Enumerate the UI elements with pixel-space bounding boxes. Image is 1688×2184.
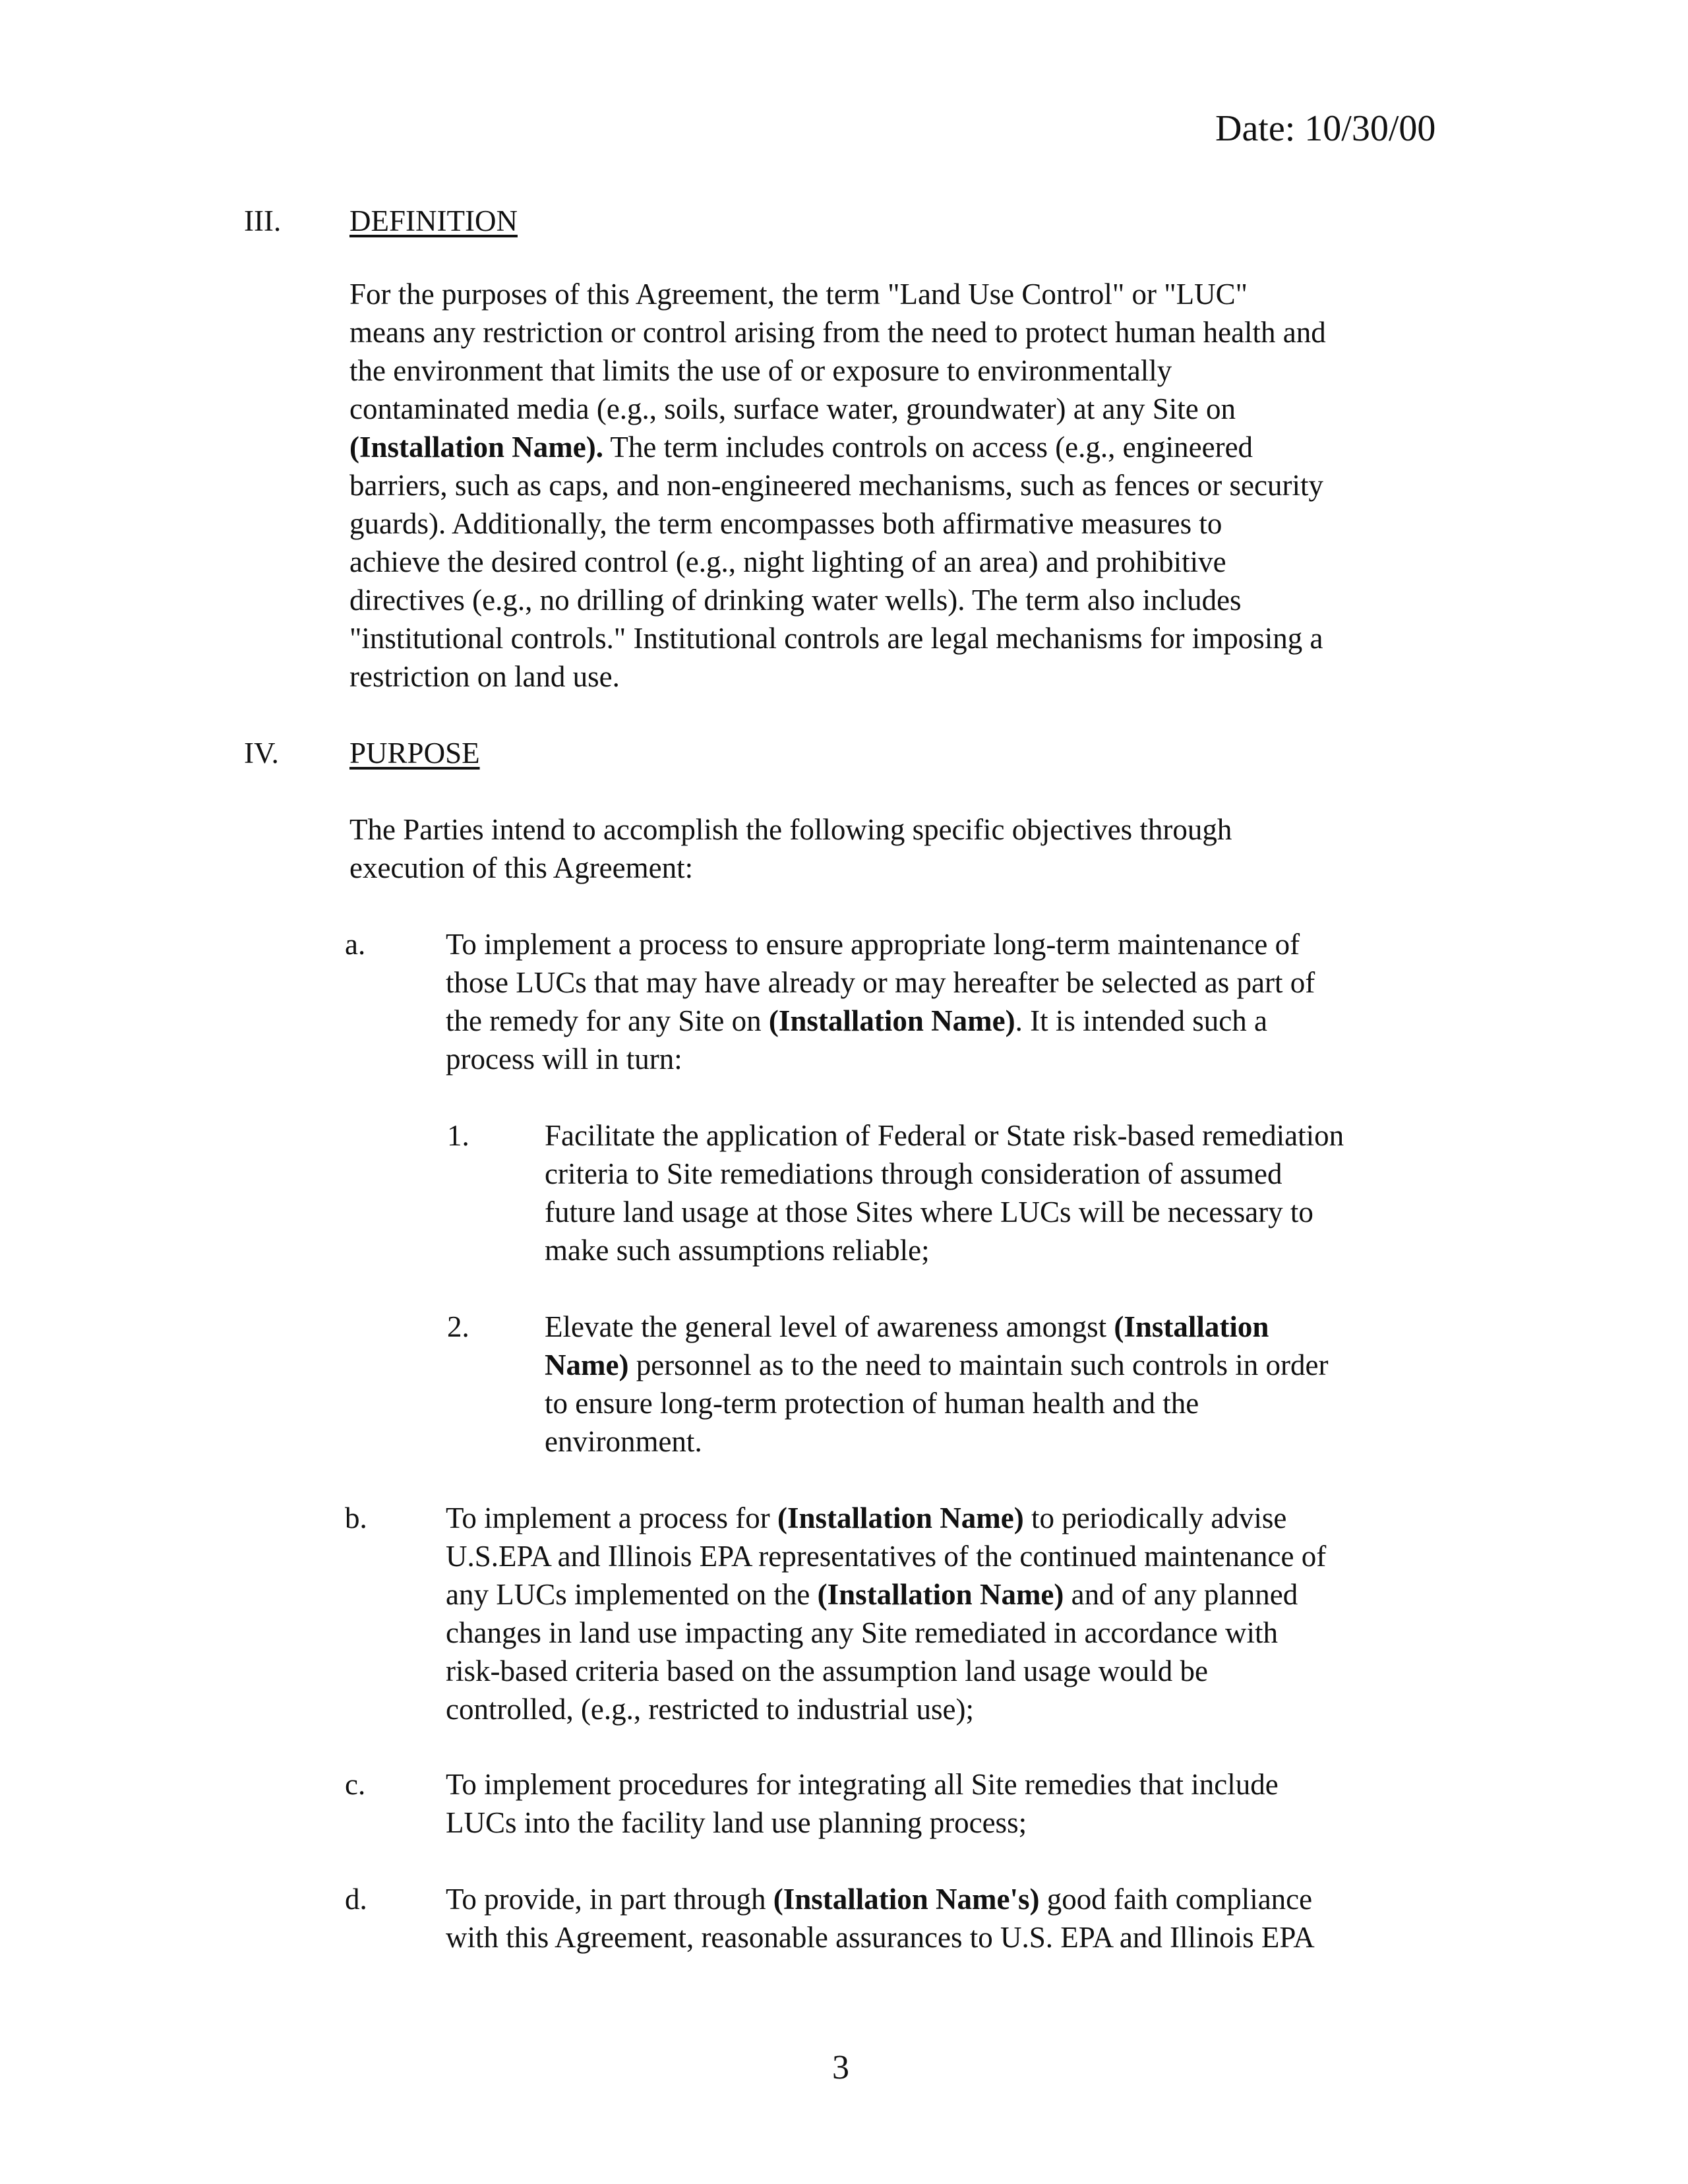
text-line: process will in turn:	[446, 1043, 682, 1076]
text-line: risk-based criteria based on the assumption land usage would be	[446, 1654, 1208, 1687]
text-line: means any restriction or control arising from the need to protect human health and	[349, 316, 1326, 349]
section-number: III.	[244, 204, 282, 237]
item-b-text	[446, 1499, 1448, 1728]
text-span: and of any planned	[1064, 1578, 1298, 1611]
item-letter: b.	[345, 1502, 367, 1534]
subitem-number: 2.	[447, 1310, 469, 1343]
text-line: To implement a process to ensure appropriate long-term maintenance of	[446, 928, 1300, 961]
text-line	[446, 1499, 1448, 1537]
text-line	[446, 1880, 1448, 1918]
text-line: changes in land use impacting any Site remediated in accordance with	[446, 1616, 1279, 1649]
text-span: good faith compliance	[1039, 1883, 1313, 1916]
section-heading: PURPOSE	[349, 737, 480, 770]
text-line: make such assumptions reliable;	[545, 1234, 930, 1267]
text-line: directives (e.g., no drilling of drinking water wells). The term also includes	[349, 584, 1242, 617]
installation-name: (Installation Name)	[768, 1004, 1015, 1037]
subitem-1-text	[545, 1116, 1448, 1269]
text-line: future land usage at those Sites where LUCs will be necessary to	[545, 1196, 1313, 1228]
installation-name: (Installation Name's)	[773, 1883, 1040, 1916]
subitem-number: 1.	[447, 1119, 469, 1152]
text-line	[545, 1308, 1448, 1346]
text-line: contaminated media (e.g., soils, surface water, groundwater) at any Site on	[349, 392, 1236, 425]
text-line: For the purposes of this Agreement, the term "Land Use Control" or "LUC"	[349, 278, 1248, 311]
installation-name: (Installation	[1114, 1310, 1269, 1343]
text-line: guards). Additionally, the term encompasses both affirmative measures to	[349, 507, 1222, 540]
text-span: The term includes controls on access (e.g., engineered	[603, 431, 1253, 464]
item-c-text	[446, 1765, 1448, 1842]
installation-name: (Installation Name).	[349, 431, 603, 464]
text-span: Elevate the general level of awareness amongst	[545, 1310, 1114, 1343]
text-line: Facilitate the application of Federal or State risk-based remediation	[545, 1119, 1344, 1152]
item-letter: a.	[345, 928, 366, 961]
section-heading: DEFINITION	[349, 204, 518, 237]
item-a-text	[446, 925, 1448, 1078]
text-line: achieve the desired control (e.g., night lighting of an area) and prohibitive	[349, 545, 1226, 578]
text-line	[446, 1002, 1448, 1040]
definition-paragraph	[349, 275, 1444, 696]
text-line: LUCs into the facility land use planning process;	[446, 1806, 1027, 1839]
text-line: controlled, (e.g., restricted to industrial use);	[446, 1693, 975, 1726]
installation-name: Name)	[545, 1349, 629, 1381]
text-line: criteria to Site remediations through consideration of assumed	[545, 1157, 1282, 1190]
text-line: to ensure long-term protection of human health and the	[545, 1387, 1199, 1420]
installation-name: (Installation Name)	[777, 1502, 1024, 1534]
subitem-2-text	[545, 1308, 1448, 1461]
text-line	[349, 428, 1444, 466]
text-span: To implement a process for	[446, 1502, 777, 1534]
text-line: barriers, such as caps, and non-engineered mechanisms, such as fences or security	[349, 469, 1323, 502]
text-line	[545, 1346, 1448, 1384]
text-line: To implement procedures for integrating all Site remedies that include	[446, 1768, 1279, 1801]
text-line: execution of this Agreement:	[349, 851, 694, 884]
text-span: To provide, in part through	[446, 1883, 773, 1916]
text-line: with this Agreement, reasonable assurances to U.S. EPA and Illinois EPA	[446, 1921, 1315, 1954]
text-line: The Parties intend to accomplish the following specific objectives through	[349, 813, 1232, 846]
text-line: environment.	[545, 1425, 702, 1458]
text-span: any LUCs implemented on the	[446, 1578, 818, 1611]
text-line: restriction on land use.	[349, 660, 620, 693]
text-line: those LUCs that may have already or may hereafter be selected as part of	[446, 966, 1315, 999]
document-date: Date: 10/30/00	[1215, 108, 1436, 149]
text-span: the remedy for any Site on	[446, 1004, 769, 1037]
installation-name: (Installation Name)	[817, 1578, 1064, 1611]
section-number: IV.	[244, 737, 279, 770]
page-number: 3	[832, 2049, 849, 2086]
item-letter: c.	[345, 1768, 366, 1801]
text-span: personnel as to the need to maintain such controls in order	[628, 1349, 1329, 1381]
text-line	[446, 1575, 1448, 1614]
text-line: the environment that limits the use of or exposure to environmentally	[349, 354, 1172, 387]
item-letter: d.	[345, 1883, 367, 1916]
text-span: to periodically advise	[1023, 1502, 1287, 1534]
text-span: . It is intended such a	[1015, 1004, 1268, 1037]
text-line: U.S.EPA and Illinois EPA representatives of the continued maintenance of	[446, 1540, 1327, 1573]
text-line: "institutional controls." Institutional controls are legal mechanisms for imposing a	[349, 622, 1323, 655]
item-d-text	[446, 1880, 1448, 1957]
purpose-intro	[349, 810, 1444, 887]
